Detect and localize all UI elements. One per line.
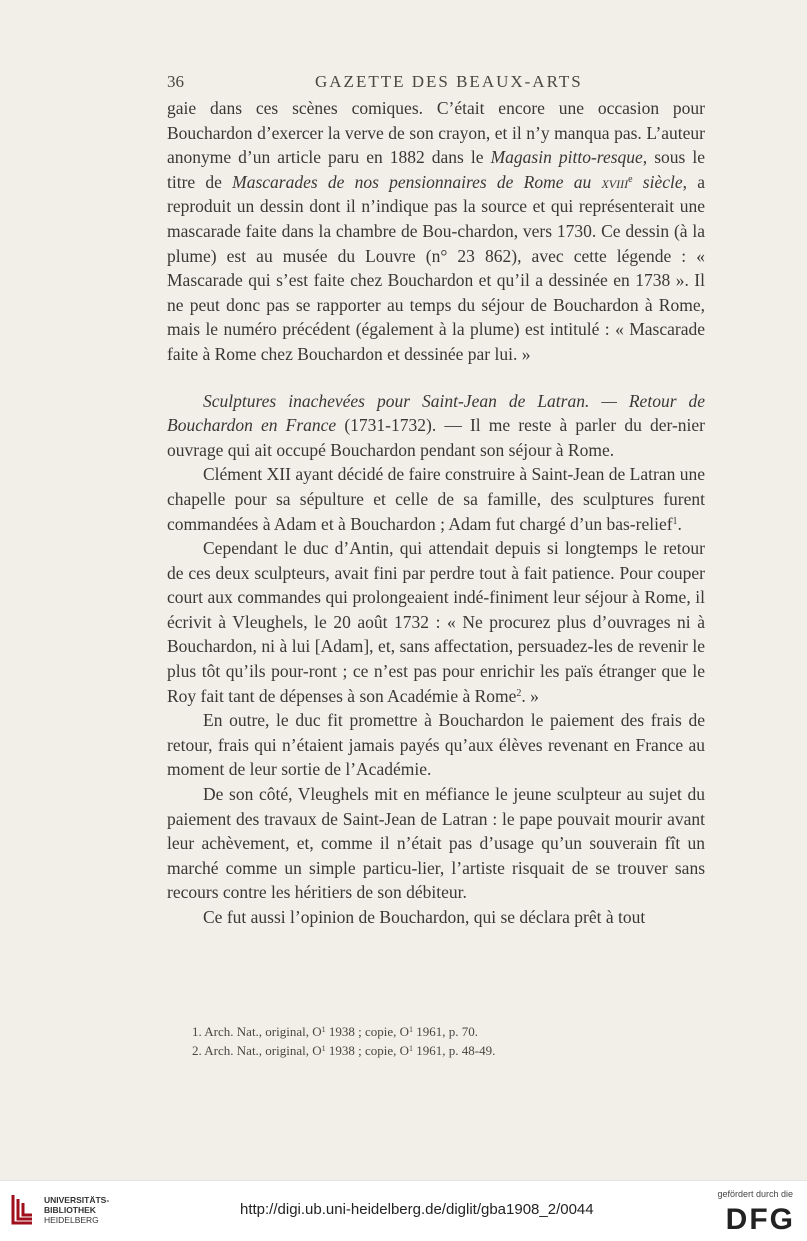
permalink-url[interactable]: http://digi.ub.uni-heidelberg.de/diglit/gba1908_2/0044 <box>240 1201 594 1218</box>
italic-run: Mascarades de nos pensionnaires de Rome au <box>232 171 602 192</box>
funding-note: gefördert durch die <box>717 1189 793 1199</box>
italic-run: siècle <box>632 171 683 192</box>
text-run: Clément XII ayant décidé de faire construire à Saint-Jean de Latran une chapelle pour sa sépulture et celle de sa famille, des sculptures furent commandées à Adam et à Bouchardon ; Adam fut chargé d’un bas-relief <box>167 464 705 534</box>
footnote-number: 2. <box>192 1043 202 1058</box>
superscript: 1 <box>409 1044 414 1053</box>
text-run: Arch. Nat., original, O <box>204 1043 322 1058</box>
library-line: BIBLIOTHEK <box>44 1205 96 1215</box>
superscript: 1 <box>321 1044 326 1053</box>
footnote-ref: 2 <box>516 687 522 699</box>
smallcaps-run: xviii <box>601 171 629 192</box>
body-text <box>167 96 705 930</box>
footnote-number: 1. <box>192 1024 202 1039</box>
library-name <box>44 1195 109 1225</box>
running-title: GAZETTE DES BEAUX-ARTS <box>315 72 583 91</box>
text-run: 1938 ; copie, O <box>325 1024 410 1039</box>
text-run: 1938 ; copie, O <box>325 1043 410 1058</box>
footnote <box>192 1022 692 1041</box>
paragraph-1 <box>167 96 705 367</box>
footnote <box>192 1041 692 1060</box>
paragraph-6: De son côté, Vleughels mit en méfiance le jeune sculpteur au sujet du paiement des travaux de Saint-Jean de Latran : le pape pouvait mourir avant leur achèvement, et, comme il n’était pas d’usage qu’un souverain fît un marché comme un simple particu-lier, l’artiste risquait de se trouver sans recours contre les héritiers de son débiteur. <box>167 784 705 903</box>
paragraph-7: Ce fut aussi l’opinion de Bouchardon, qui se déclara prêt à tout <box>203 907 646 927</box>
footnote-ref: 1 <box>672 515 678 527</box>
page-number: 36 <box>167 72 184 91</box>
library-line: UNIVERSITÄTS- <box>44 1195 110 1205</box>
superscript: e <box>628 173 633 185</box>
text-run: gaie dans ces scènes comiques. C’était encore une occasion pour Bouchardon d’exercer la verve de son crayon, et il n’y manqua pas. L’auteur anonyme d’un article paru en 1882 dans le <box>167 98 705 168</box>
text-run: (1731-1732). — Il me reste à parler du der-nier ouvrage qui ait occupé Bouchardon pendant son séjour à Rome. <box>167 415 706 460</box>
viewer-footer <box>0 1180 807 1241</box>
text-run: , a reproduit un dessin dont il n’indique pas la source et qui représenterait une mascarade faite dans la chambre de Bou-chardon, vers 1730. Ce dessin (à la plume) est au musée du Louvre (n° 23 862), avec cette légende : « Mascarade qui s’est faite chez Bouchardon et qu’il a dessinée en 1738 ». Il ne peut donc pas se rapporter au temps du séjour de Bouchardon à Rome, mais le numéro précédent (également à la plume) est intitulé : « Mascarade faite à Rome chez Bouchardon et dessinée par lui. » <box>167 171 705 364</box>
dfg-logo: DFG <box>725 1203 795 1236</box>
text-run: Arch. Nat., original, O <box>204 1024 322 1039</box>
text-run: Cependant le duc d’Antin, qui attendait depuis si longtemps le retour de ces deux sculpteurs, avait fini par perdre tout à fait patience. Pour couper court aux commandes qui prolongeaient indé-finiment leur séjour à Rome, il écrivit à Vleughels, le 20 août 1732 : « Ne procurez plus d’ouvrages ni à Bouchardon, ni à lui [Adam], et, sans affectation, persuadez-les de revenir le plus tôt qu’ils pour-ront ; ce n’est pas pour enrichir les païs étranger que le Roy fait tant de dépenses à son Académie à Rome <box>167 538 705 706</box>
superscript: 1 <box>321 1025 326 1034</box>
text-run: 1961, p. 48-49. <box>413 1043 496 1058</box>
text-run: . » <box>521 685 539 706</box>
italic-run: Magasin pitto-resque <box>490 147 643 168</box>
text-run: . <box>677 513 682 534</box>
superscript: 1 <box>409 1025 414 1034</box>
footnotes <box>192 1022 692 1060</box>
section-heading: Sculptures inachevées pour Saint-Jean de Latran. — Retour de Bouchardon en France <box>167 390 705 436</box>
text-run: , sous le titre de <box>167 147 706 192</box>
library-line: HEIDELBERG <box>44 1215 99 1225</box>
university-library-logo-icon <box>10 1193 36 1227</box>
paragraph-5: En outre, le duc fit promettre à Bouchardon le paiement des frais de retour, frais qui n’étaient jamais payés qu’aux élèves revenant en France au moment de leur sortie de l’Académie. <box>167 710 705 780</box>
paragraph-4 <box>167 536 705 708</box>
text-run: 1961, p. 70. <box>413 1024 479 1039</box>
paragraph-2 <box>167 389 705 463</box>
paragraph-3 <box>167 462 705 536</box>
